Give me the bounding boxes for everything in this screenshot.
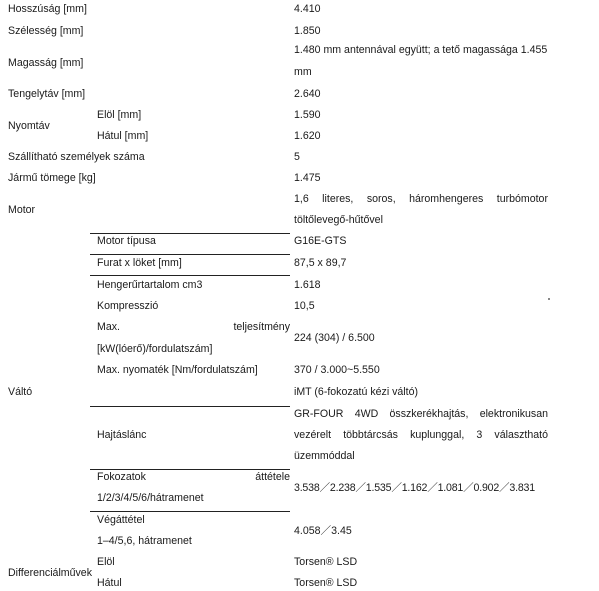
- drivetrain-value-line1: [294, 408, 548, 421]
- drivetrain-value-line2: [294, 429, 548, 442]
- width-value: 1.850: [294, 25, 321, 37]
- word: Max.: [97, 321, 120, 333]
- word: 3: [476, 429, 483, 441]
- word: többtárcsás: [343, 429, 398, 441]
- gear-ratios-value: 3.538／2.238／1.535／1.162／1.081／0.902／3.831: [294, 482, 535, 494]
- wheelbase-value: 2.640: [294, 88, 321, 100]
- track-front-label: Elöl [mm]: [97, 109, 142, 121]
- track-label: Nyomtáv: [8, 120, 50, 132]
- length-value: 4.410: [294, 3, 321, 15]
- word: Fokozatok: [97, 471, 146, 483]
- height-label: Magasság [mm]: [8, 57, 84, 69]
- divider: [90, 469, 290, 470]
- track-front-value: 1.590: [294, 109, 321, 121]
- mass-label: Jármű tömege [kg]: [8, 172, 96, 184]
- word: összkerékhajtás,: [389, 408, 469, 420]
- length-label: Hosszúság [mm]: [8, 3, 87, 15]
- mass-value: 1.475: [294, 172, 321, 184]
- divider: [90, 233, 290, 234]
- word: literes,: [322, 193, 354, 205]
- max-torque-label: Max. nyomaték [Nm/fordulatszám]: [97, 364, 258, 376]
- diff-front-label: Elöl: [97, 556, 115, 568]
- engine-value-line2: töltőlevegő-hűtővel: [294, 214, 383, 226]
- word: választható: [494, 429, 548, 441]
- max-power-label-line2: [kW(lóerő)/fordulatszám]: [97, 343, 213, 355]
- engine-value-line1: [294, 193, 548, 206]
- word: elektronikusan: [479, 408, 548, 420]
- word: GR-FOUR: [294, 408, 344, 420]
- word: teljesítmény: [233, 321, 290, 333]
- stray-dot: [548, 298, 550, 300]
- compression-value: 10,5: [294, 300, 315, 312]
- differentials-label: Differenciálművek: [8, 567, 92, 579]
- word: turbómotor: [496, 193, 548, 205]
- transmission-label: Váltó: [8, 386, 33, 398]
- max-torque-value: 370 / 3.000~5.550: [294, 364, 380, 376]
- word: áttétele: [255, 471, 290, 483]
- final-drive-label-line2: 1–4/5,6, hátramenet: [97, 535, 192, 547]
- word: kuplunggal,: [410, 429, 465, 441]
- drivetrain-value-line3: üzemmóddal: [294, 450, 355, 462]
- drivetrain-label: Hajtáslánc: [97, 429, 147, 441]
- word: háromhengeres: [409, 193, 484, 205]
- word: 1,6: [294, 193, 309, 205]
- divider: [90, 275, 290, 276]
- track-rear-value: 1.620: [294, 130, 321, 142]
- transmission-value: iMT (6-fokozatú kézi váltó): [294, 386, 419, 398]
- engine-type-value: G16E-GTS: [294, 235, 347, 247]
- track-rear-label: Hátul [mm]: [97, 130, 149, 142]
- word: soros,: [366, 193, 396, 205]
- compression-label: Kompresszió: [97, 300, 159, 312]
- max-power-label-line1: [97, 321, 290, 334]
- diff-front-value: Torsen® LSD: [294, 556, 358, 568]
- height-value-line2: mm: [294, 66, 312, 78]
- bore-stroke-label: Furat x löket [mm]: [97, 257, 182, 269]
- max-power-value: 224 (304) / 6.500: [294, 332, 375, 344]
- height-value-line1: 1.480 mm antennával együtt; a tető magassága 1.455: [294, 44, 548, 56]
- gear-ratios-label-line2: 1/2/3/4/5/6/hátramenet: [97, 492, 204, 504]
- divider: [90, 406, 290, 407]
- displacement-value: 1.618: [294, 279, 321, 291]
- gear-ratios-label-line1: [97, 471, 290, 484]
- engine-label: Motor: [8, 204, 36, 216]
- wheelbase-label: Tengelytáv [mm]: [8, 88, 86, 100]
- diff-rear-label: Hátul: [97, 577, 122, 589]
- word: 4WD: [354, 408, 379, 420]
- diff-rear-value: Torsen® LSD: [294, 577, 358, 589]
- final-drive-value: 4.058／3.45: [294, 525, 352, 537]
- bore-stroke-value: 87,5 x 89,7: [294, 257, 347, 269]
- seats-value: 5: [294, 151, 300, 163]
- engine-type-label: Motor típusa: [97, 235, 156, 247]
- word: vezérelt: [294, 429, 332, 441]
- final-drive-label-line1: Végáttétel: [97, 514, 145, 526]
- seats-label: Szállítható személyek száma: [8, 151, 145, 163]
- displacement-label: Hengerűrtartalom cm3: [97, 279, 203, 291]
- width-label: Szélesség [mm]: [8, 25, 84, 37]
- divider: [90, 511, 290, 512]
- divider: [90, 254, 290, 255]
